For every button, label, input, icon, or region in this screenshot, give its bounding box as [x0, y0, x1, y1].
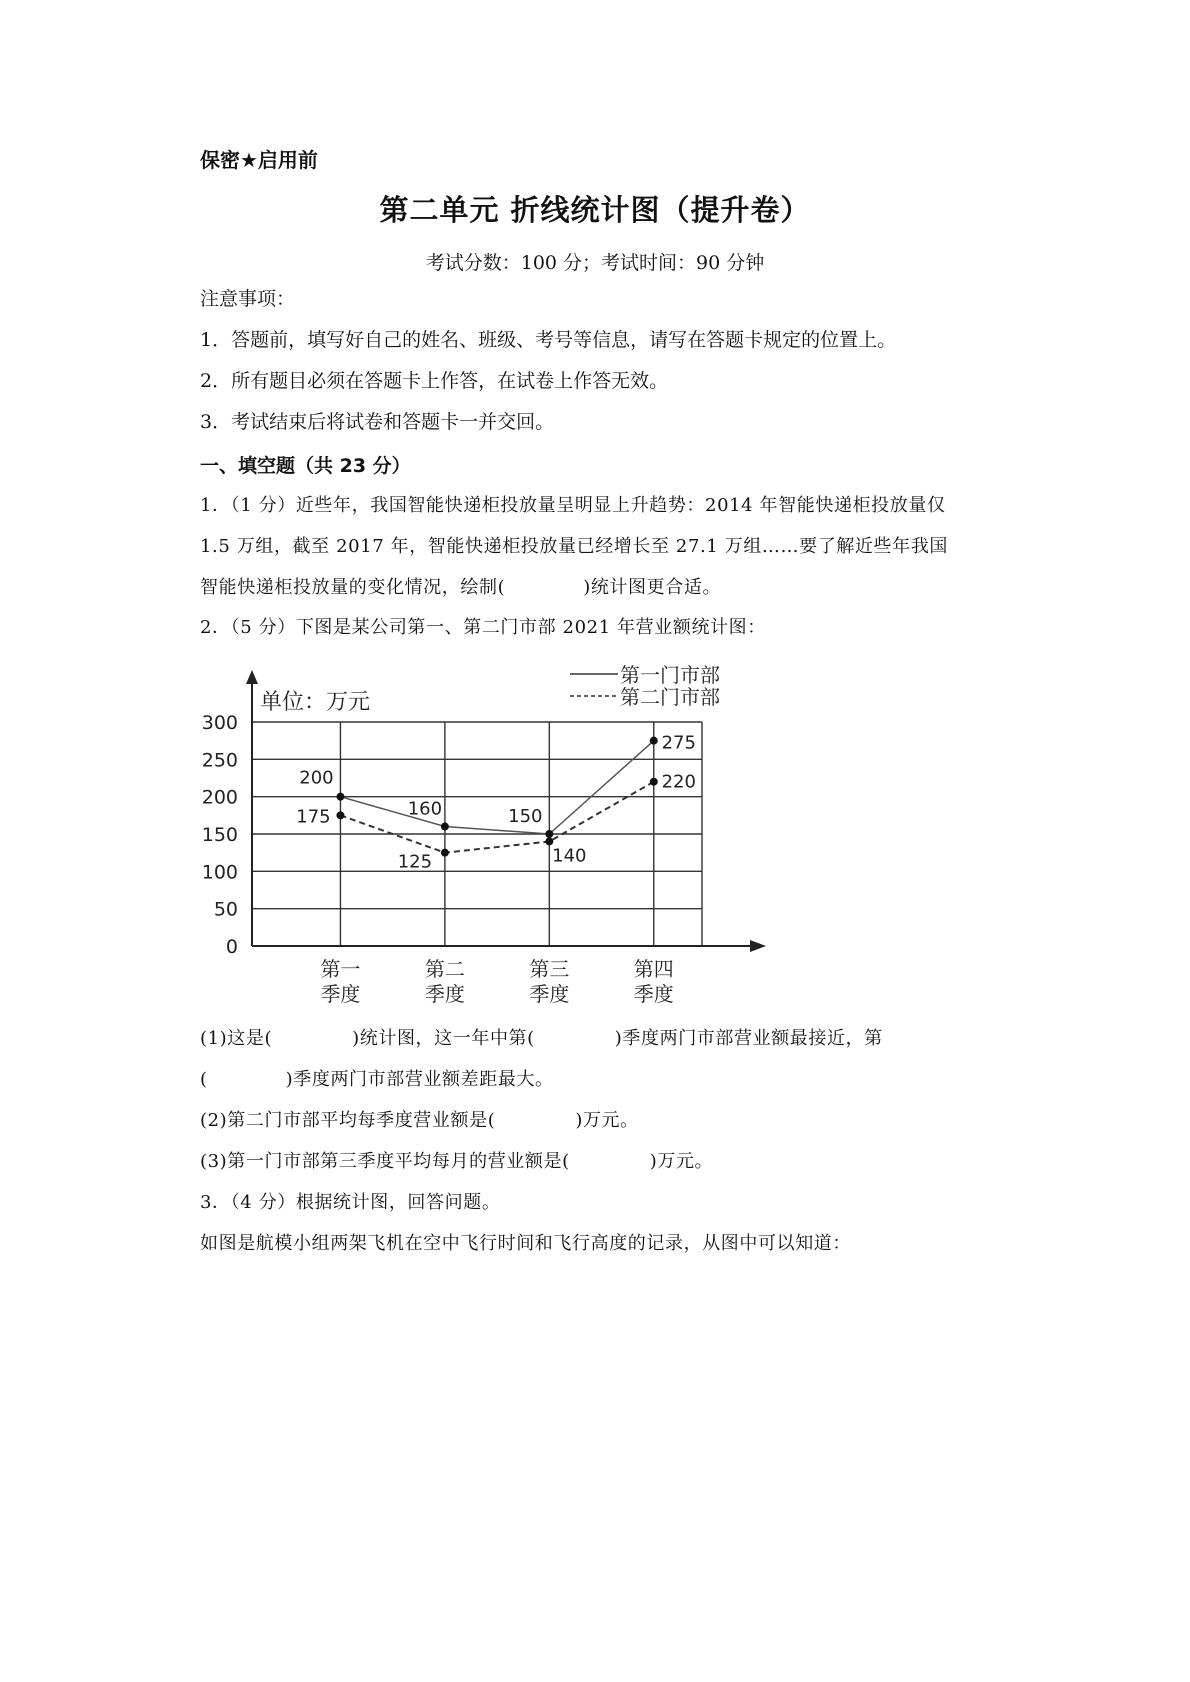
- data-point: [441, 849, 449, 857]
- revenue-line-chart: [201, 663, 770, 1006]
- q3-line-2: 如图是航模小组两架飞机在空中飞行时间和飞行高度的记录，从图中可以知道：: [200, 1233, 851, 1254]
- page-title: 第二单元 折线统计图（提升卷）: [379, 193, 811, 227]
- q3-line-1: 3．（4 分）根据统计图，回答问题。: [200, 1192, 501, 1213]
- y-axis-arrow: [246, 670, 258, 684]
- q2-sub-2: [200, 1106, 639, 1132]
- notice-heading: 注意事项：: [200, 288, 296, 310]
- legend-label-2: 第二门市部: [620, 685, 720, 709]
- x-tick-label: 季度: [633, 982, 674, 1006]
- exam-info: 考试分数：100 分；考试时间：90 分钟: [425, 252, 765, 274]
- q1-line-3: [200, 573, 721, 599]
- section-heading: 一、填空题（共 23 分）: [200, 455, 411, 477]
- secret-mark: 保密★启用前: [200, 148, 318, 172]
- x-tick-label: 第二: [424, 957, 465, 981]
- q2-sub-2-text-a: (2)第二门市部平均每季度营业额是(: [200, 1110, 496, 1131]
- data-point: [650, 778, 658, 786]
- q2-sub-1-text-d: (: [200, 1069, 208, 1090]
- q2-sub-3-text-b: )万元。: [649, 1151, 714, 1172]
- data-point: [336, 793, 344, 801]
- data-point: [650, 737, 658, 745]
- y-tick-label: 200: [201, 786, 238, 809]
- y-tick-label: 0: [225, 936, 238, 958]
- data-label: 275: [661, 732, 696, 754]
- x-tick-label: 季度: [529, 982, 570, 1006]
- x-tick-label: 季度: [320, 982, 361, 1006]
- data-label: 220: [661, 771, 696, 793]
- y-tick-label: 150: [201, 824, 238, 846]
- q2-sub-2-text-b: )万元。: [575, 1110, 639, 1131]
- chart-legend: [570, 663, 720, 709]
- y-tick-label: 100: [201, 861, 238, 884]
- q2-sub-3: [200, 1147, 713, 1173]
- x-tick-label: 季度: [424, 982, 465, 1006]
- data-point: [545, 830, 553, 838]
- q2-sub-1-text-a: (1)这是(: [200, 1028, 273, 1049]
- x-tick-label: 第三: [529, 957, 570, 981]
- chart-series: [296, 733, 696, 873]
- series-line-2: [340, 782, 653, 853]
- data-point: [441, 823, 449, 831]
- x-tick-labels: [320, 957, 673, 1006]
- notice-item-2: 2．所有题目必须在答题卡上作答，在试卷上作答无效。: [200, 370, 669, 392]
- notice-item-1: 1．答题前，填写好自己的姓名、班级、考号等信息，请写在答题卡规定的位置上。: [200, 329, 897, 351]
- y-tick-label: 300: [201, 712, 238, 734]
- q2-sub-1-text-b: )统计图，这一年中第(: [352, 1028, 535, 1049]
- q1-line-2: 1.5 万组，截至 2017 年，智能快递柜投放量已经增长至 27.1 万组……要了解近些年我国: [200, 536, 948, 557]
- q2-intro: 2．（5 分）下图是某公司第一、第二门市部 2021 年营业额统计图：: [200, 617, 766, 638]
- y-tick-label: 250: [201, 749, 238, 772]
- q2-sub-1-line-1: [200, 1024, 883, 1050]
- q1-line-3-text-b: )统计图更合适。: [583, 577, 722, 598]
- data-label: 140: [552, 845, 587, 867]
- data-label: 200: [299, 767, 334, 789]
- q2-sub-1-text-e: )季度两门市部营业额差距最大。: [285, 1069, 554, 1090]
- q2-sub-3-text-a: (3)第一门市部第三季度平均每月的营业额是(: [200, 1151, 570, 1172]
- notice-item-3: 3．考试结束后将试卷和答题卡一并交回。: [200, 411, 555, 433]
- q2-sub-1-line-2: [200, 1065, 554, 1091]
- data-label: 175: [296, 806, 331, 828]
- chart-unit-label: 单位：万元: [260, 690, 371, 715]
- legend-label-1: 第一门市部: [620, 663, 720, 687]
- chart-grid: [252, 722, 702, 946]
- q1-line-1: 1．（1 分）近些年，我国智能快递柜投放量呈明显上升趋势：2014 年智能快递柜投放量仅: [200, 495, 946, 516]
- data-label: 125: [397, 851, 433, 873]
- data-point: [545, 837, 553, 845]
- x-tick-label: 第四: [633, 957, 674, 981]
- x-tick-label: 第一: [320, 957, 361, 981]
- data-label: 160: [407, 798, 443, 820]
- series-line-1: [340, 741, 653, 834]
- q1-line-3-text-a: 智能快递柜投放量的变化情况，绘制(: [200, 577, 506, 598]
- data-label: 150: [508, 806, 543, 827]
- q2-sub-1-text-c: )季度两门市部营业额最接近，第: [614, 1028, 883, 1049]
- y-tick-label: 50: [213, 898, 238, 921]
- data-point: [336, 811, 344, 819]
- x-axis-arrow: [750, 940, 766, 952]
- y-tick-labels: [202, 712, 238, 958]
